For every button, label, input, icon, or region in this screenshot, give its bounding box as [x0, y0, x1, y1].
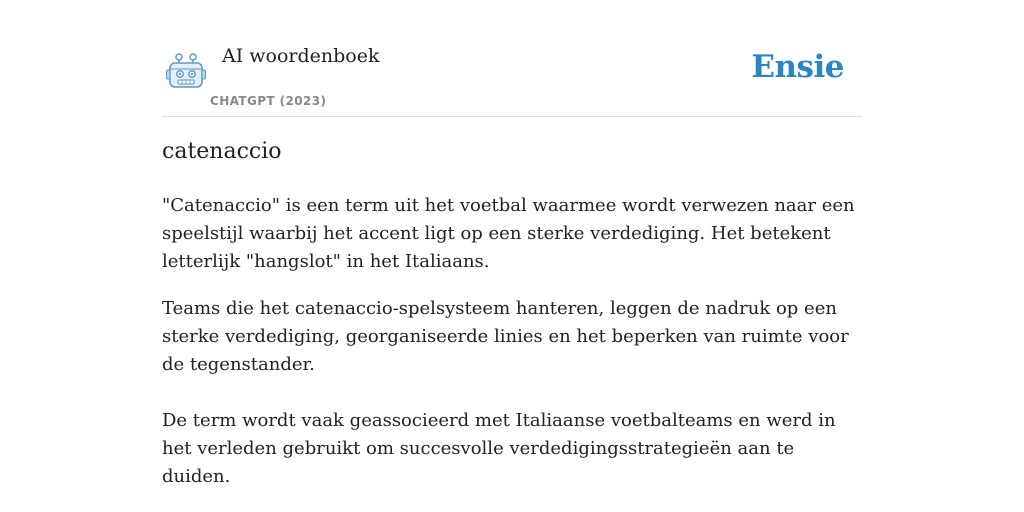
term-title: catenaccio — [162, 139, 282, 164]
definition-paragraph: "Catenaccio" is een term uit het voetbal waarmee wordt verwezen naar een speelstijl waarbij het accent ligt op een sterke verdediging. Het betekent letterlijk "hangslot" in het Italiaans. — [162, 195, 855, 272]
definition-paragraph: De term wordt vaak geassocieerd met Italiaanse voetbalteams en werd in het verleden gebruikt om succesvolle verdedigingsstrategieën aan te duiden. — [162, 410, 836, 487]
header — [162, 0, 862, 117]
robot-icon — [166, 52, 206, 90]
definition — [162, 192, 862, 491]
definition-paragraph: Teams die het catenaccio-spelsysteem hanteren, leggen de nadruk op een sterke verdediging, georganiseerde linies en het beperken van ruimte voor de tegenstander. — [162, 298, 849, 375]
source-label: CHATGPT (2023) — [210, 94, 327, 108]
ensie-logo-link[interactable]: Ensie — [751, 49, 844, 85]
dictionary-name[interactable]: AI woordenboek — [222, 45, 380, 67]
